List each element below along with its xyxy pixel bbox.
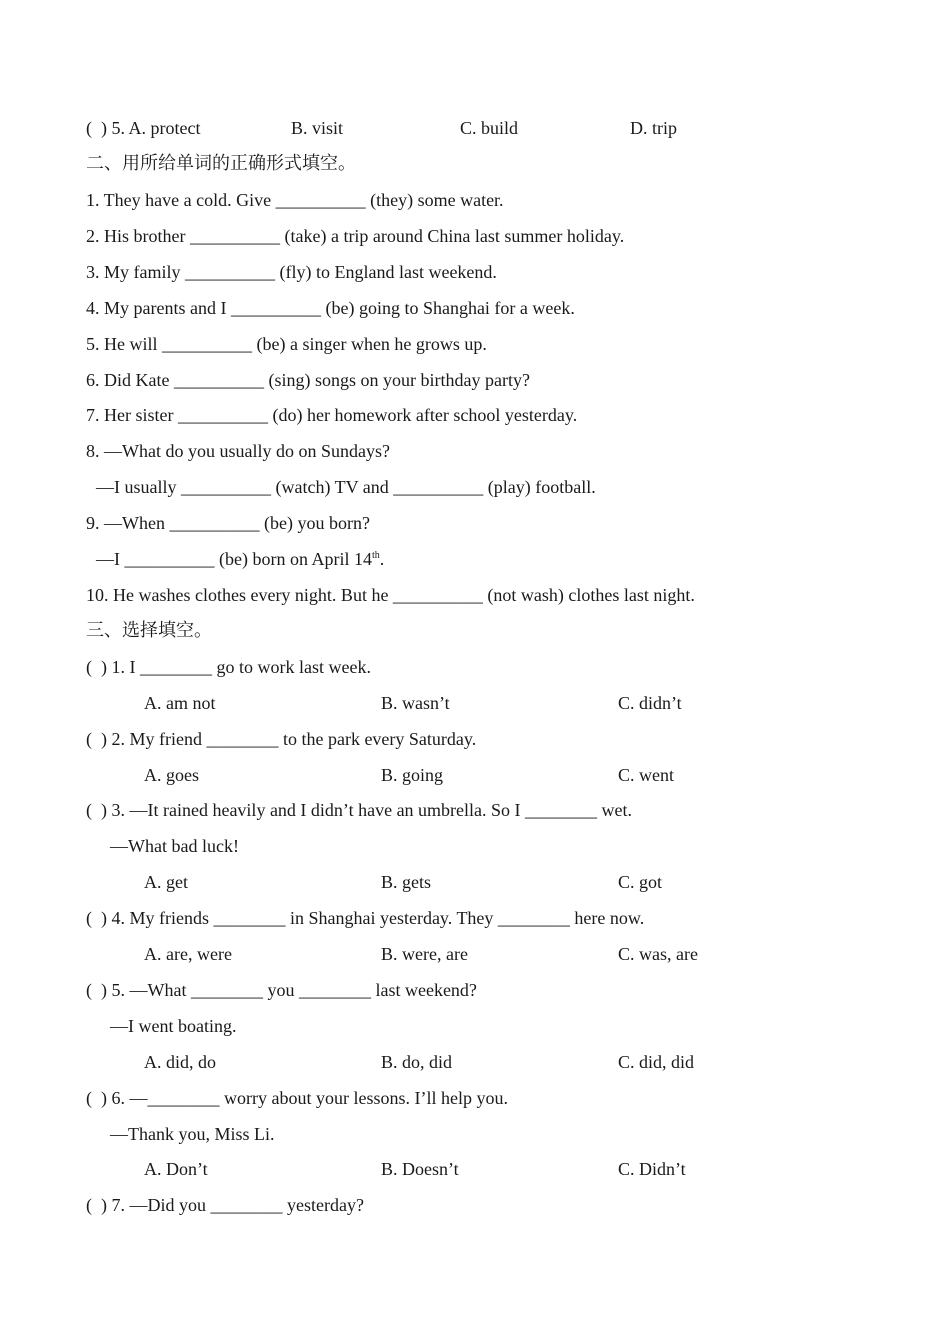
option-b: B. were, are [381, 944, 468, 964]
option-a: A. Don’t [144, 1159, 208, 1179]
question-item: 2. His brother __________ (take) a trip around China last summer holiday. [86, 226, 625, 246]
question-reply: —What bad luck! [110, 836, 239, 856]
question-item: 6. Did Kate __________ (sing) songs on your birthday party? [86, 370, 530, 390]
question-item: ( ) 5. —What ________ you ________ last weekend? [86, 980, 477, 1000]
option-b: B. going [381, 765, 444, 785]
option-b: B. wasn’t [381, 693, 450, 713]
option-c: C. build [460, 118, 519, 138]
option-a: A. did, do [144, 1052, 216, 1072]
question-reply: —Thank you, Miss Li. [110, 1124, 275, 1144]
question-item: 5. He will __________ (be) a singer when he grows up. [86, 334, 487, 354]
option-a: A. goes [144, 765, 199, 785]
question-item: ( ) 4. My friends ________ in Shanghai yesterday. They ________ here now. [86, 908, 645, 928]
option-c: C. did, did [618, 1052, 695, 1072]
option-b: B. gets [381, 872, 432, 892]
question-item: ( ) 7. —Did you ________ yesterday? [86, 1195, 364, 1215]
question-reply: —I went boating. [110, 1016, 237, 1036]
question-stem: ( ) 5. A. protect [86, 118, 201, 138]
reply-text: —I __________ (be) born on April 14 [96, 549, 372, 569]
option-c: C. got [618, 872, 663, 892]
question-reply: —I usually __________ (watch) TV and __________ (play) football. [96, 477, 596, 497]
question-item [86, 116, 200, 140]
period: . [379, 549, 385, 569]
option-c: C. didn’t [618, 693, 682, 713]
question-item: 9. —When __________ (be) you born? [86, 513, 370, 533]
question-item: ( ) 1. I ________ go to work last week. [86, 657, 371, 677]
option-b: B. do, did [381, 1052, 453, 1072]
question-item: ( ) 6. —________ worry about your lessons. I’ll help you. [86, 1088, 508, 1108]
question-item: 3. My family __________ (fly) to England last weekend. [86, 262, 497, 282]
section-heading: 二、用所给单词的正确形式填空。 [86, 153, 356, 174]
question-item: 1. They have a cold. Give __________ (they) some water. [86, 190, 504, 210]
question-item: 10. He washes clothes every night. But he __________ (not wash) clothes last night. [86, 585, 695, 605]
option-c: C. went [618, 765, 674, 785]
option-a: A. am not [144, 693, 216, 713]
question-reply [96, 547, 384, 571]
option-b: B. visit [291, 118, 344, 138]
option-c: C. was, are [618, 944, 698, 964]
question-item: 8. —What do you usually do on Sundays? [86, 441, 390, 461]
section-heading: 三、选择填空。 [86, 620, 212, 641]
question-item: 4. My parents and I __________ (be) going to Shanghai for a week. [86, 298, 575, 318]
option-c: C. Didn’t [618, 1159, 686, 1179]
option-d: D. trip [630, 118, 677, 138]
question-item: ( ) 2. My friend ________ to the park every Saturday. [86, 729, 477, 749]
option-a: A. are, were [144, 944, 232, 964]
option-a: A. get [144, 872, 188, 892]
superscript: th [371, 550, 380, 561]
question-item: ( ) 3. —It rained heavily and I didn’t have an umbrella. So I ________ wet. [86, 800, 633, 820]
option-b: B. Doesn’t [381, 1159, 459, 1179]
question-item: 7. Her sister __________ (do) her homework after school yesterday. [86, 405, 578, 425]
